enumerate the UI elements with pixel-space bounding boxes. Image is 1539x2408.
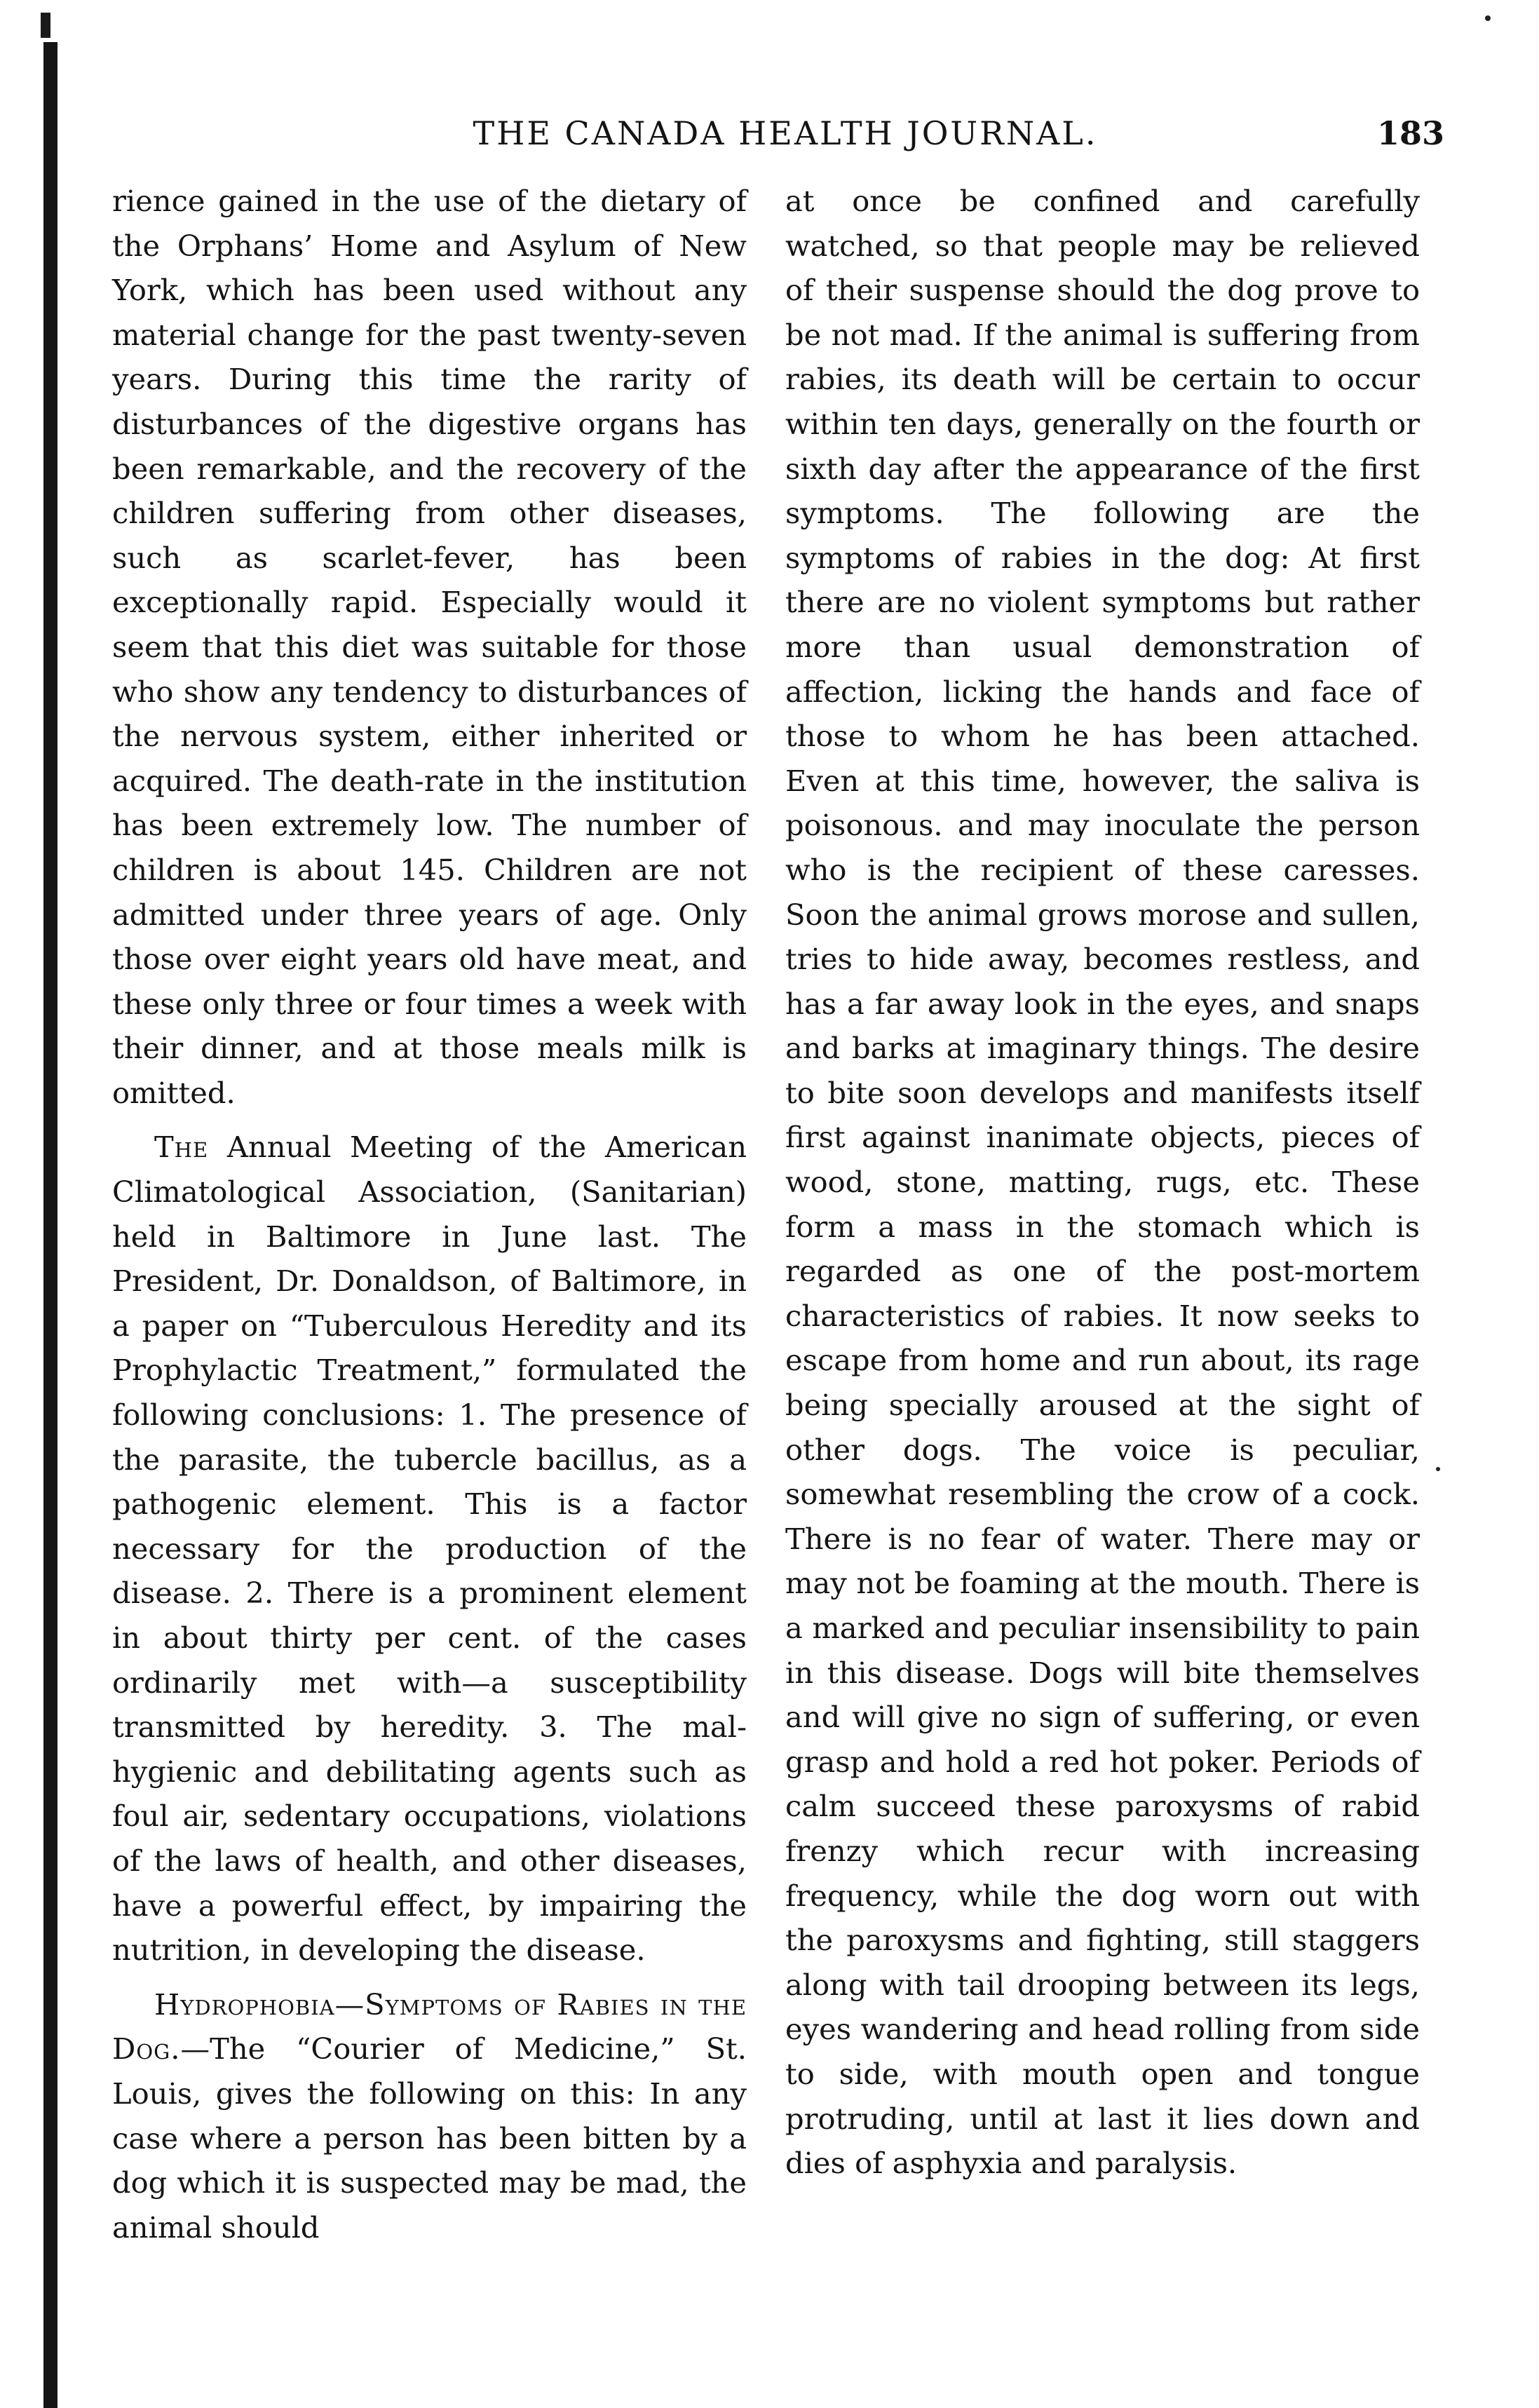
print-speck: [1436, 1467, 1440, 1471]
page-number: 183: [1376, 114, 1444, 152]
paragraph-rabies-symptoms: at once be confined and carefully watched, so that people may be relieved of their suspense should the dog prove to be not mad. If the animal is suffering from rabies, its death will be certain to occur within ten days, generally on the fourth or sixth day after the appearance of the first symptoms. The following are the symptoms of rabies in the dog: At first there are no violent symptoms but rather more than usual demonstration of affection, licking the hands and face of those to whom he has been attached. Even at this time, however, the saliva is poisonous. and may inoculate the person who is the recipient of these caresses. Soon the animal grows morose and sullen, tries to hide away, becomes restless, and has a far away look in the eyes, and snaps and barks at imaginary things. The desire to bite soon develops and manifests itself first against inanimate objects, pieces of wood, stone, matting, rugs, etc. These form a mass in the stomach which is regarded as one of the post-mortem characteristics of rabies. It now seeks to escape from home and run about, its rage being specially aroused at the sight of other dogs. The voice is peculiar, somewhat resembling the crow of a cock. There is no fear of water. There may or may not be foaming at the mouth. There is a marked and peculiar insensibility to pain in this disease. Dogs will bite themselves and will give no sign of suffering, or even grasp and hold a red hot poker. Periods of calm succeed these paroxysms of rabid frenzy which recur with increasing frequency, while the dog worn out with the paroxysms and fighting, still staggers along with tail drooping between its legs, eyes wandering and head rolling from side to side, with mouth open and tongue protruding, until at last it lies down and dies of asphyxia and paralysis.: [785, 184, 1420, 2181]
left-column: [112, 179, 747, 2250]
page-binding-edge: [43, 42, 57, 2408]
paragraph-dietary-continuation: rience gained in the use of the dietary of the Orphans’ Home and Asylum of New York, which has been used without any material change for the past twenty-seven years. During this time the rarity of disturbances of the digestive organs has been remarkable, and the recovery of the children suffering from other diseases, such as scarlet-fever, has been exceptionally rapid. Especially would it seem that this diet was suitable for those who show any tendency to disturbances of the nervous system, either inherited or acquired. The death-rate in the institution has been extremely low. The number of children is about 145. Children are not admitted under three years of age. Only those over eight years old have meat, and these only three or four times a week with their dinner, and at those meals milk is omitted.: [112, 184, 747, 1110]
running-head: THE CANADA HEALTH JOURNAL.: [473, 114, 1098, 152]
paragraph-lead-word: The: [154, 1130, 209, 1165]
paragraph-body: Annual Meeting of the American Climatological Association, (Sanitarian) held in Baltimore in June last. The President, Dr. Donaldson, of Baltimore, in a paper on “Tuberculous Heredity and its Prophylactic Treatment,” formulated the following conclusions: 1. The presence of the parasite, the tubercle bacillus, as a pathogenic element. This is a factor necessary for the production of the disease. 2. There is a prominent element in about thirty per cent. of the cases ordinarily met with—a susceptibility transmitted by heredity. 3. The mal-hygienic and debilitating agents such as foul air, sedentary occupations, violations of the laws of health, and other diseases, have a powerful effect, by impairing the nutrition, in developing the disease.: [112, 1130, 747, 1968]
paragraph-body: —The “Courier of Medicine,” St. Louis, gives the following on this: In any case where a person has been bitten by a dog which it is suspected may be mad, the animal should: [112, 2031, 747, 2245]
paragraph-climatological-association: [112, 1125, 747, 1972]
right-column: [785, 179, 1420, 2186]
page-header: [126, 105, 1444, 161]
binding-mark: [41, 13, 50, 38]
print-speck: [1485, 15, 1491, 21]
section-heading-hydrophobia: Hydrophobia—Symptoms of Rabies in the Dog.: [112, 1987, 747, 2067]
paragraph-hydrophobia: [112, 1982, 747, 2250]
